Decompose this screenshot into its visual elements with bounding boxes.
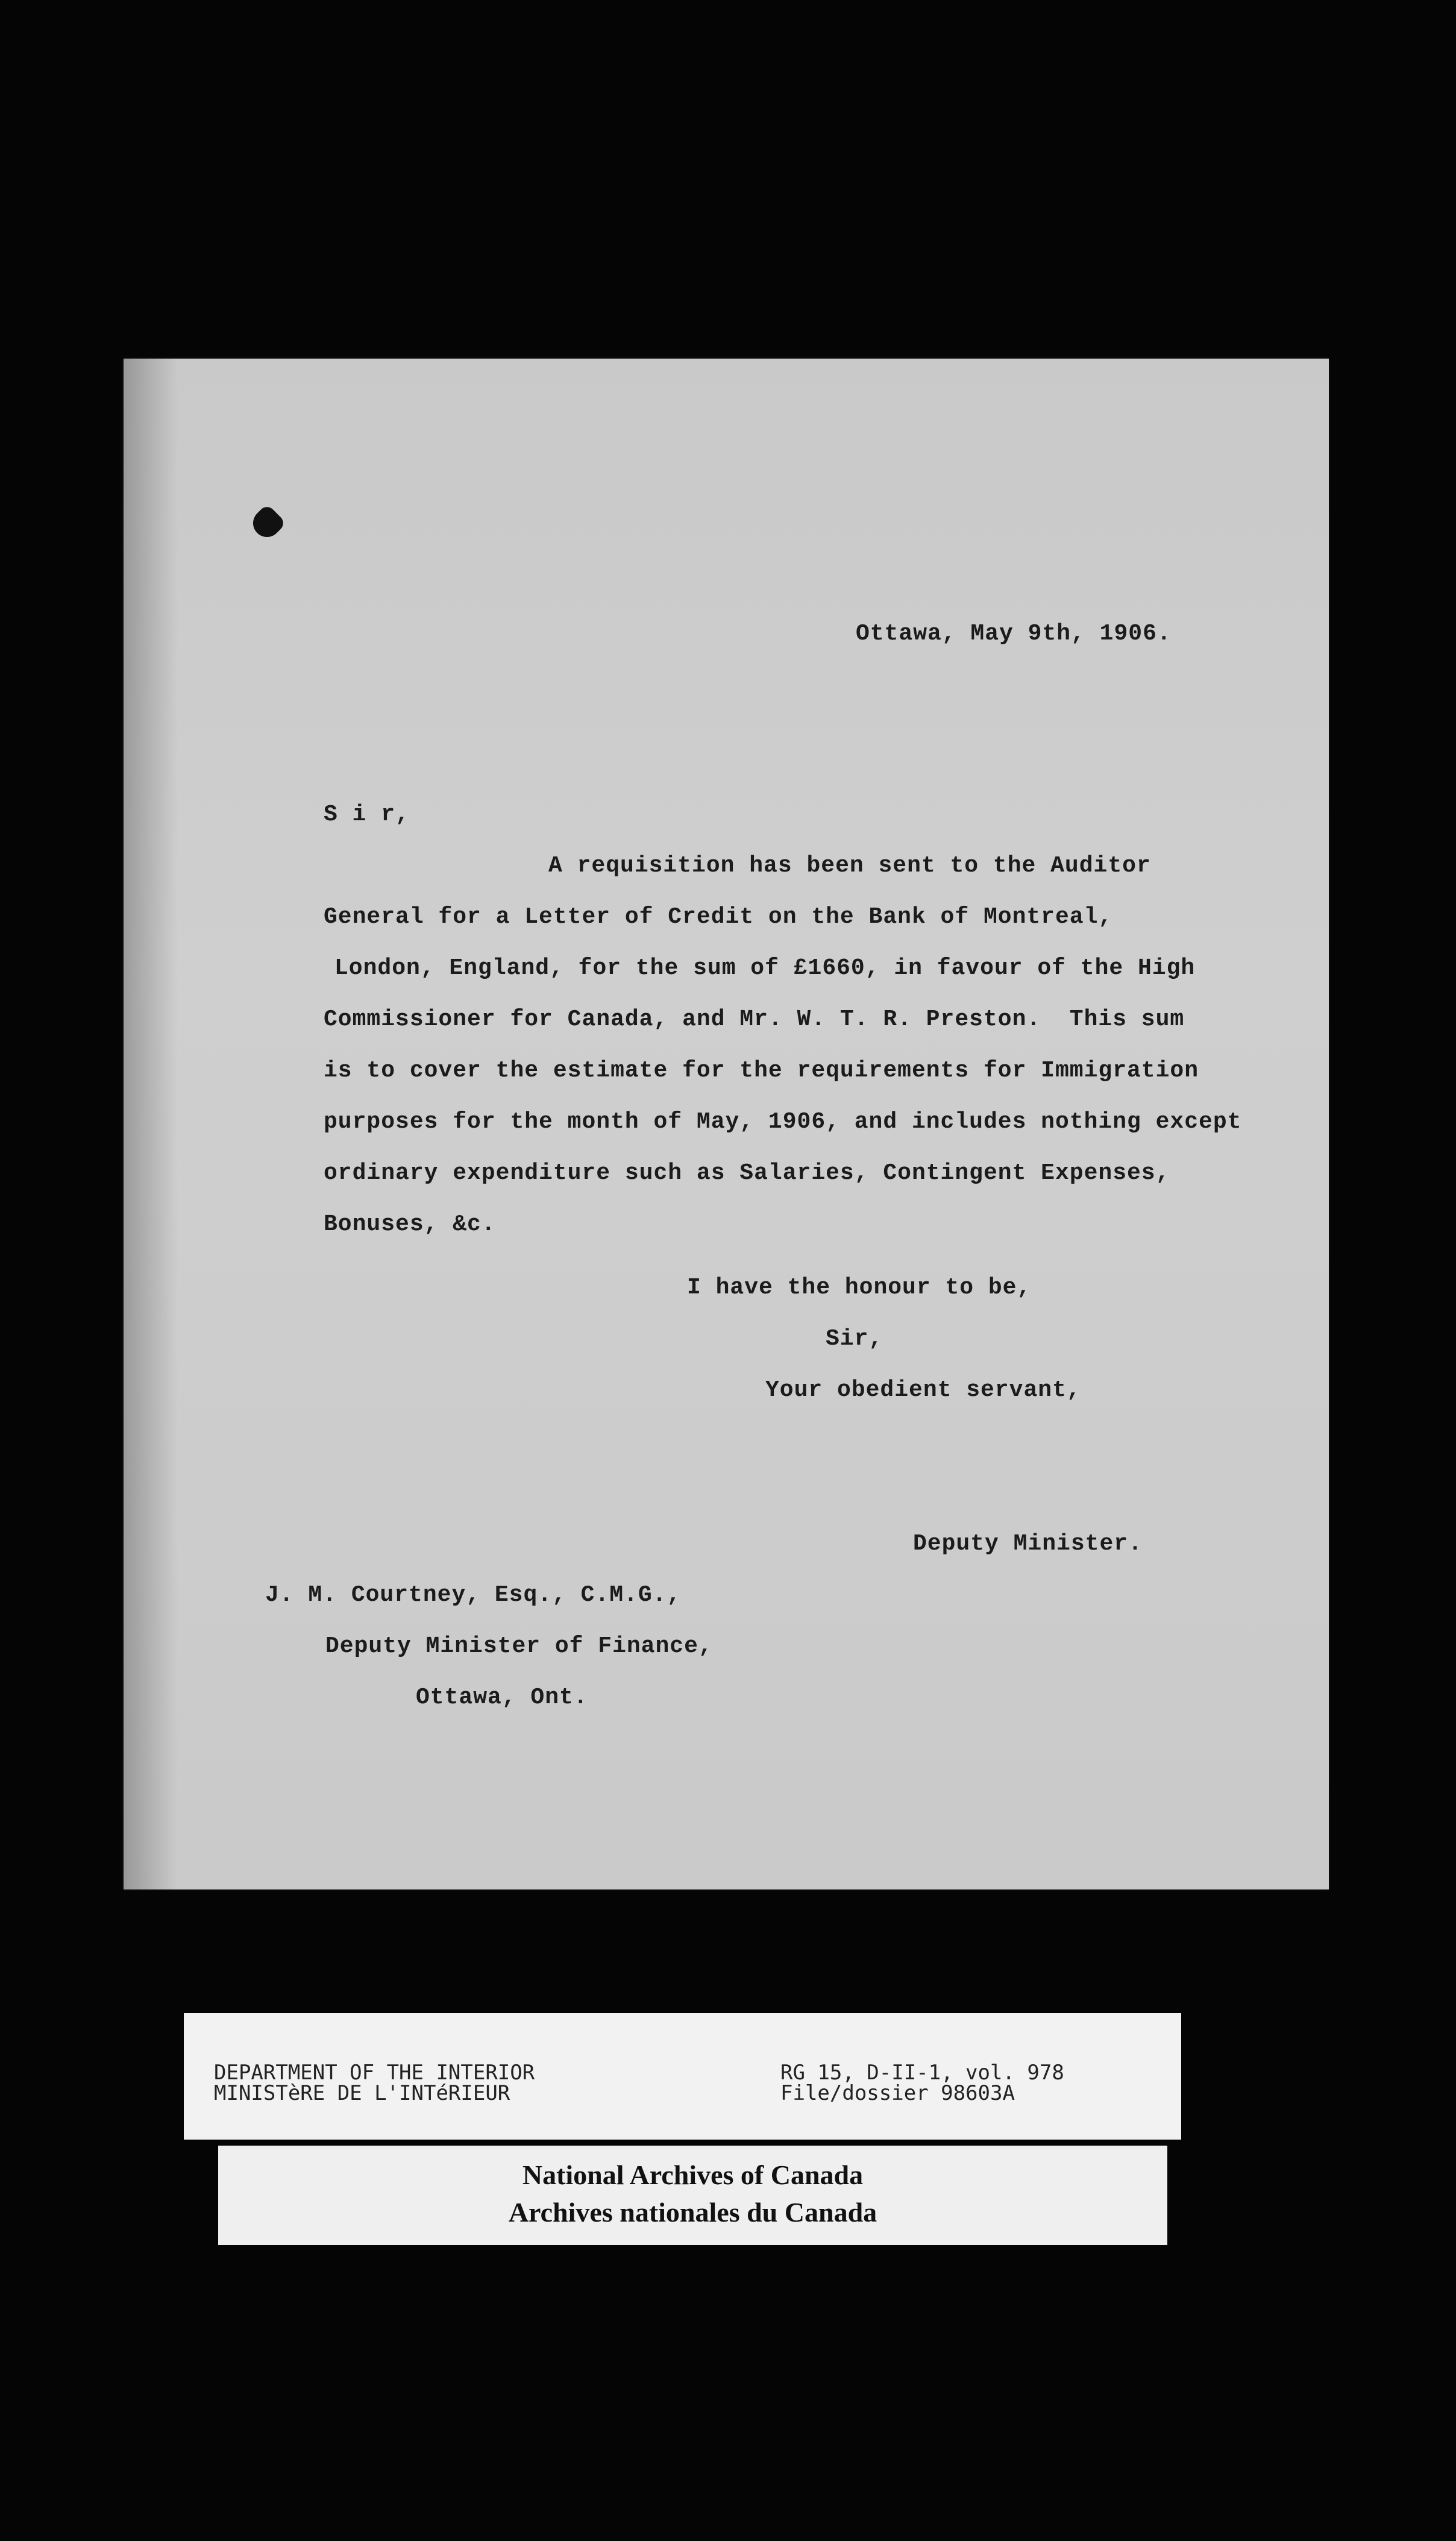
department-en: DEPARTMENT OF THE INTERIOR bbox=[214, 2061, 535, 2085]
archives-name-label bbox=[218, 2146, 1167, 2245]
signature-title: Deputy Minister. bbox=[913, 1531, 1143, 1557]
body-line: ordinary expenditure such as Salaries, Contingent Expenses, bbox=[324, 1160, 1170, 1186]
letter-salutation: S i r, bbox=[324, 802, 410, 828]
body-line: Bonuses, &c. bbox=[324, 1211, 496, 1237]
file-number: File/dossier 98603A bbox=[780, 2081, 1015, 2105]
body-line: A requisition has been sent to the Auditor bbox=[548, 853, 1151, 879]
body-line: General for a Letter of Credit on the Bank of Montreal, bbox=[324, 904, 1113, 930]
closing-line: I have the honour to be, bbox=[687, 1275, 1032, 1301]
closing-line: Your obedient servant, bbox=[765, 1377, 1081, 1403]
body-line: is to cover the estimate for the requirements for Immigration bbox=[324, 1058, 1199, 1084]
body-line: purposes for the month of May, 1906, and includes nothing except bbox=[324, 1109, 1242, 1135]
body-line: Commissioner for Canada, and Mr. W. T. R. Preston. This sum bbox=[324, 1007, 1185, 1032]
addressee-location: Ottawa, Ont. bbox=[416, 1685, 588, 1710]
closing-line: Sir, bbox=[826, 1326, 883, 1352]
punch-hole-mark bbox=[247, 503, 286, 542]
body-line: London, England, for the sum of £1660, in favour of the High bbox=[334, 955, 1196, 981]
archives-name-fr: Archives nationales du Canada bbox=[508, 2197, 877, 2228]
record-group-reference: RG 15, D-II-1, vol. 978 bbox=[780, 2061, 1064, 2085]
archive-reference-label bbox=[184, 2013, 1181, 2140]
letter-date: Ottawa, May 9th, 1906. bbox=[856, 621, 1172, 647]
addressee-title: Deputy Minister of Finance, bbox=[325, 1633, 713, 1659]
department-fr: MINISTèRE DE L'INTéRIEUR bbox=[214, 2081, 510, 2105]
archives-name-en: National Archives of Canada bbox=[522, 2159, 864, 2190]
letter-page bbox=[124, 359, 1329, 1889]
addressee-name: J. M. Courtney, Esq., C.M.G., bbox=[265, 1582, 682, 1608]
